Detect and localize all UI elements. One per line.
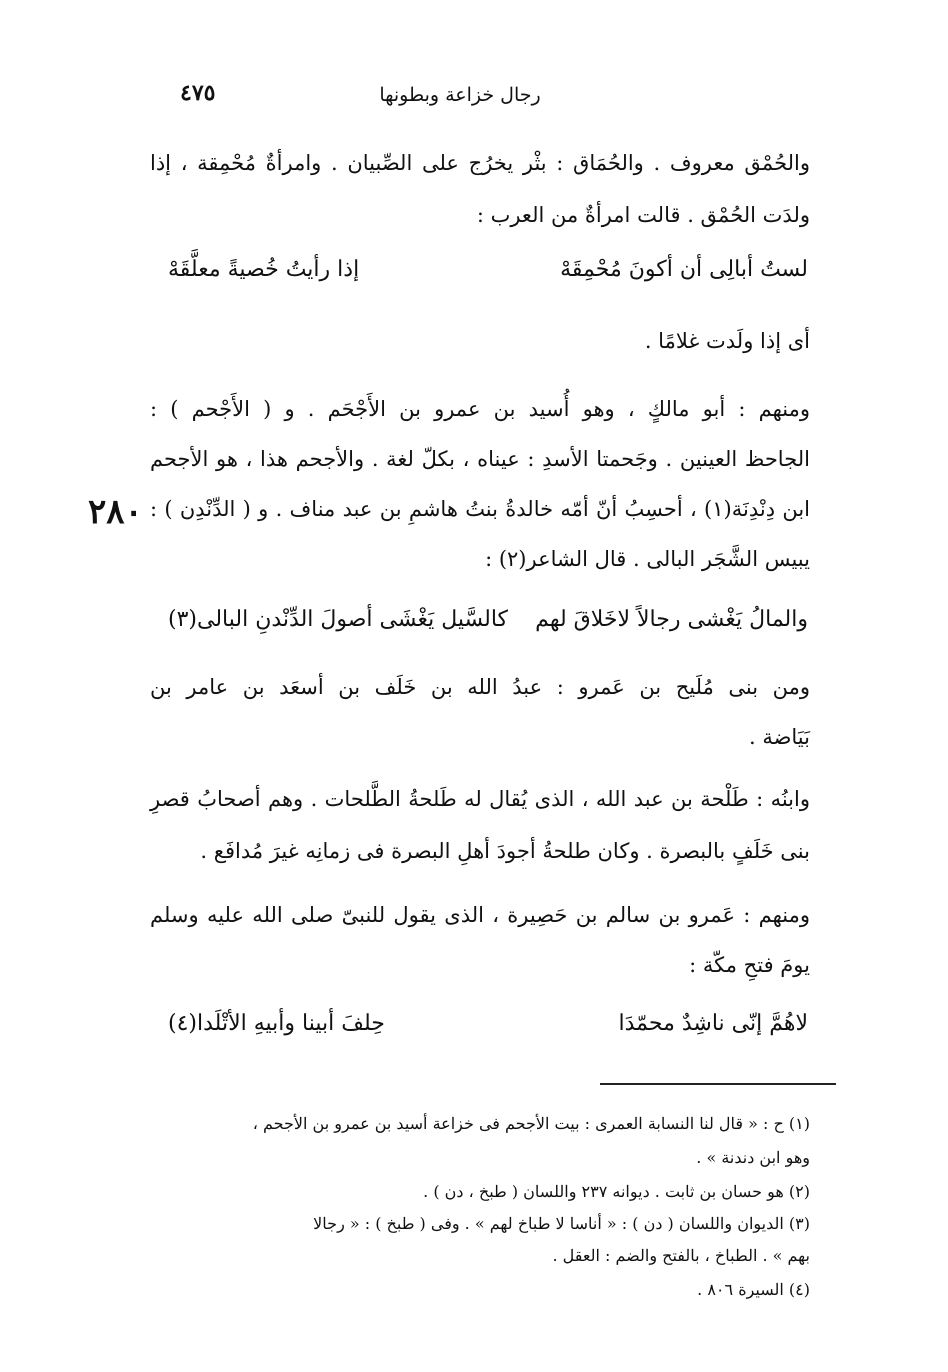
text-line: أى إذا ولَدت غلامًا . bbox=[644, 329, 810, 353]
verse-first-hemistich: لاهُمَّ إنّى ناشِدٌ محمّدَا bbox=[618, 1011, 808, 1036]
running-header: رجال خزاعة وبطونها bbox=[379, 84, 541, 106]
verse-first-hemistich: لستُ أبالِى أن أكونَ مُحْمِقَهْ bbox=[560, 257, 808, 282]
text-line: بنى خَلَفٍ بالبصرة . وكان طلحةُ أجودَ أهلِ البصرة فى زمانِه غيرَ مُدافَع . bbox=[200, 839, 810, 863]
verse-second-hemistich: إذا رأيتُ خُصيةً معلَّقَهْ bbox=[168, 257, 360, 282]
text-line: والحُمْق معروف . والحُمَاق : بثْر يخرُج على الصِّبيان . وامرأةٌ مُحْمِقة ، إذا bbox=[150, 151, 810, 175]
text-line: وابنُه : طَلْحة بن عبد الله ، الذى يُقال له طَلحةُ الطَّلحات . وهم أصحابُ قصرِ bbox=[150, 787, 810, 811]
footnote: (٤) السيرة ٨٠٦ . bbox=[697, 1280, 810, 1299]
margin-number: ٢٨٠ bbox=[88, 492, 143, 532]
text-line: بَيَاضة . bbox=[748, 725, 810, 749]
verse-second-hemistich: كالسَّيل يَغْشَى أصولَ الدِّنْدنِ البالى(٣) bbox=[168, 607, 509, 632]
text-line: ومن بنى مُلَيح بن عَمرو : عبدُ الله بن خَلَف بن أسعَد بن عامر بن bbox=[150, 675, 810, 699]
verse-second-hemistich: حِلفَ أبينا وأبيهِ الأتْلَدا(٤) bbox=[168, 1011, 385, 1036]
footnote: (١) ح : « قال لنا النسابة العمرى : بيت الأجحم فى خزاعة أسيد بن عمرو بن الأجحم ، bbox=[252, 1114, 810, 1133]
footnote: (٢) هو حسان بن ثابت . ديوانه ٢٣٧ واللسان ( طبخ ، دن ) . bbox=[423, 1182, 810, 1201]
text-line: الجاحظ العينين . وجَحمتا الأسدِ : عيناه ، بكلّ لغة . والأجحم هذا ، هو الأجحم bbox=[150, 447, 810, 471]
text-line: ومنهم : أبو مالكٍ ، وهو أُسيد بن عمرو بن الأَجْحَم . و ( الأَجْحم ) : bbox=[150, 397, 810, 421]
footnote: وهو ابن دندنة » . bbox=[696, 1148, 810, 1167]
footnote-separator bbox=[600, 1083, 836, 1085]
text-line: يبيس الشَّجَر البالى . قال الشاعر(٢) : bbox=[485, 547, 810, 571]
text-line: يومَ فتحِ مكّة : bbox=[689, 953, 810, 977]
footnote: بهم » . الطباخ ، بالفتح والضم : العقل . bbox=[552, 1246, 810, 1265]
verse-first-hemistich: والمالُ يَغْشى رجالاً لاخَلاقَ لهم bbox=[535, 607, 808, 632]
text-line: ابن دِنْدِنَة(١) ، أحسِبُ أنّ أمّه خالدةُ بنتُ هاشمِ بن عبد مناف . و ( الدِّنْدِن ) : bbox=[150, 497, 810, 521]
page-number: ٤٧٥ bbox=[180, 80, 216, 106]
text-line: ومنهم : عَمرو بن سالم بن حَصِيرة ، الذى يقول للنبىّ صلى الله عليه وسلم bbox=[150, 903, 810, 927]
text-line: ولدَت الحُمْق . قالت امرأةٌ من العرب : bbox=[476, 203, 810, 227]
footnote: (٣) الديوان واللسان ( دن ) : « أناسا لا طباخ لهم » . وفى ( طبخ ) : « رجالا bbox=[313, 1214, 810, 1233]
